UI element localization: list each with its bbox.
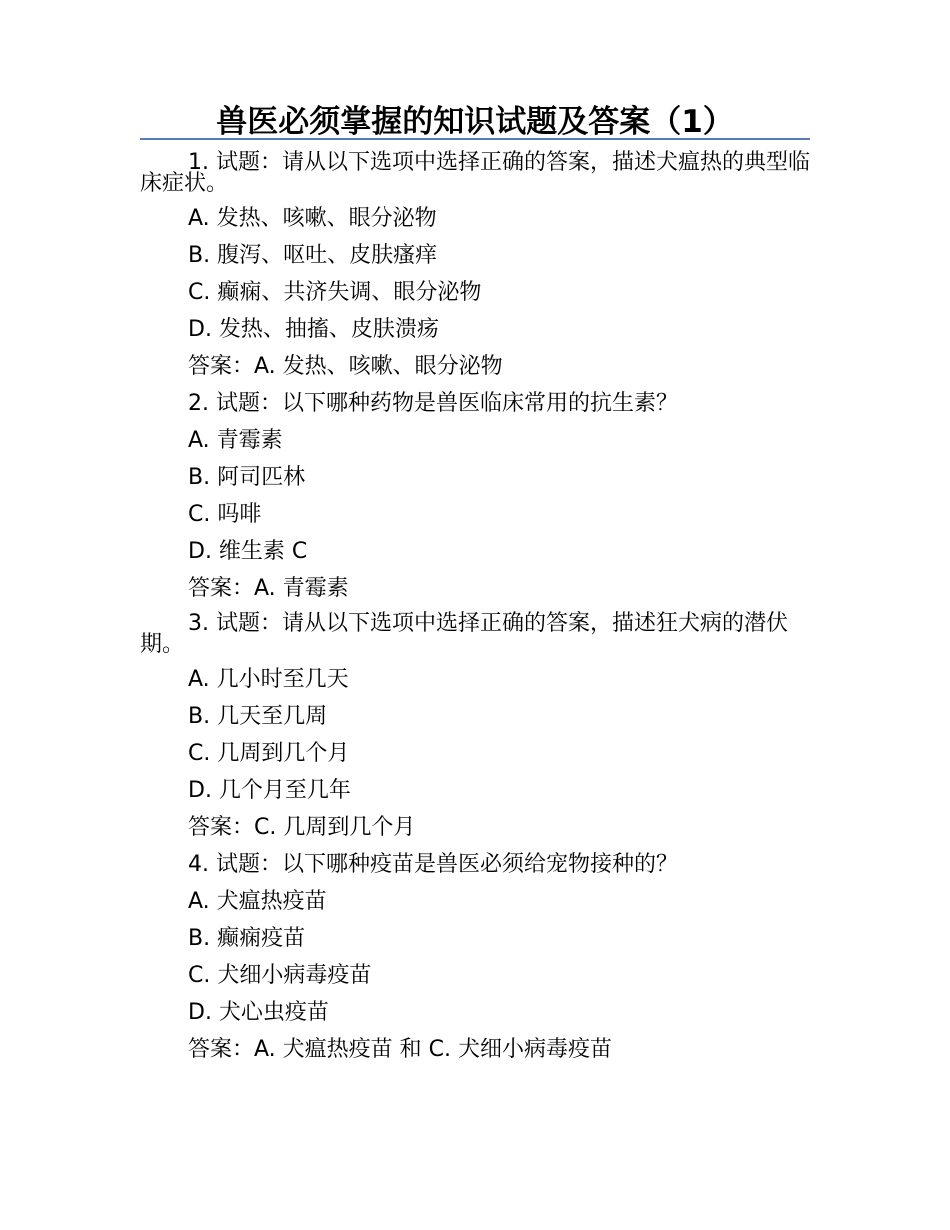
question-1-option-d: D. 发热、抽搐、皮肤溃疡: [188, 317, 439, 342]
question-4-text: 4. 试题：以下哪种疫苗是兽医必须给宠物接种的？: [188, 852, 678, 877]
question-2-answer: 答案：A. 青霉素: [188, 576, 349, 601]
question-2-option-a: A. 青霉素: [188, 428, 283, 453]
question-2-option-d: D. 维生素 C: [188, 539, 308, 564]
question-4-option-b: B. 癫痫疫苗: [188, 926, 306, 951]
document-body: [140, 152, 810, 1074]
question-3-option-b: B. 几天至几周: [188, 704, 328, 729]
question-3-option-a: A. 几小时至几天: [188, 667, 349, 692]
page-title: 兽医必须掌握的知识试题及答案（1）: [216, 104, 734, 140]
title-underline: [140, 138, 810, 140]
question-1-text: 1. 试题：请从以下选项中选择正确的答案，描述犬瘟热的典型临床症状。: [140, 150, 810, 196]
question-2-option-c: C. 吗啡: [188, 502, 262, 527]
question-4-option-c: C. 犬细小病毒疫苗: [188, 963, 372, 988]
question-2-text: 2. 试题：以下哪种药物是兽医临床常用的抗生素？: [188, 391, 678, 416]
question-1-option-c: C. 癫痫、共济失调、眼分泌物: [188, 280, 482, 305]
question-3-answer: 答案：C. 几周到几个月: [188, 815, 416, 840]
question-4-answer: 答案：A. 犬瘟热疫苗 和 C. 犬细小病毒疫苗: [188, 1037, 612, 1062]
question-1-option-b: B. 腹泻、呕吐、皮肤瘙痒: [188, 243, 438, 268]
question-2-option-b: B. 阿司匹林: [188, 465, 306, 490]
question-3-option-c: C. 几周到几个月: [188, 741, 350, 766]
question-4-option-a: A. 犬瘟热疫苗: [188, 889, 327, 914]
question-1-answer: 答案：A. 发热、咳嗽、眼分泌物: [188, 354, 503, 379]
question-4-option-d: D. 犬心虫疫苗: [188, 1000, 329, 1025]
question-3-option-d: D. 几个月至几年: [188, 778, 351, 803]
question-1-option-a: A. 发热、咳嗽、眼分泌物: [188, 206, 437, 231]
question-3-text: 3. 试题：请从以下选项中选择正确的答案，描述狂犬病的潜伏期。: [140, 611, 788, 657]
